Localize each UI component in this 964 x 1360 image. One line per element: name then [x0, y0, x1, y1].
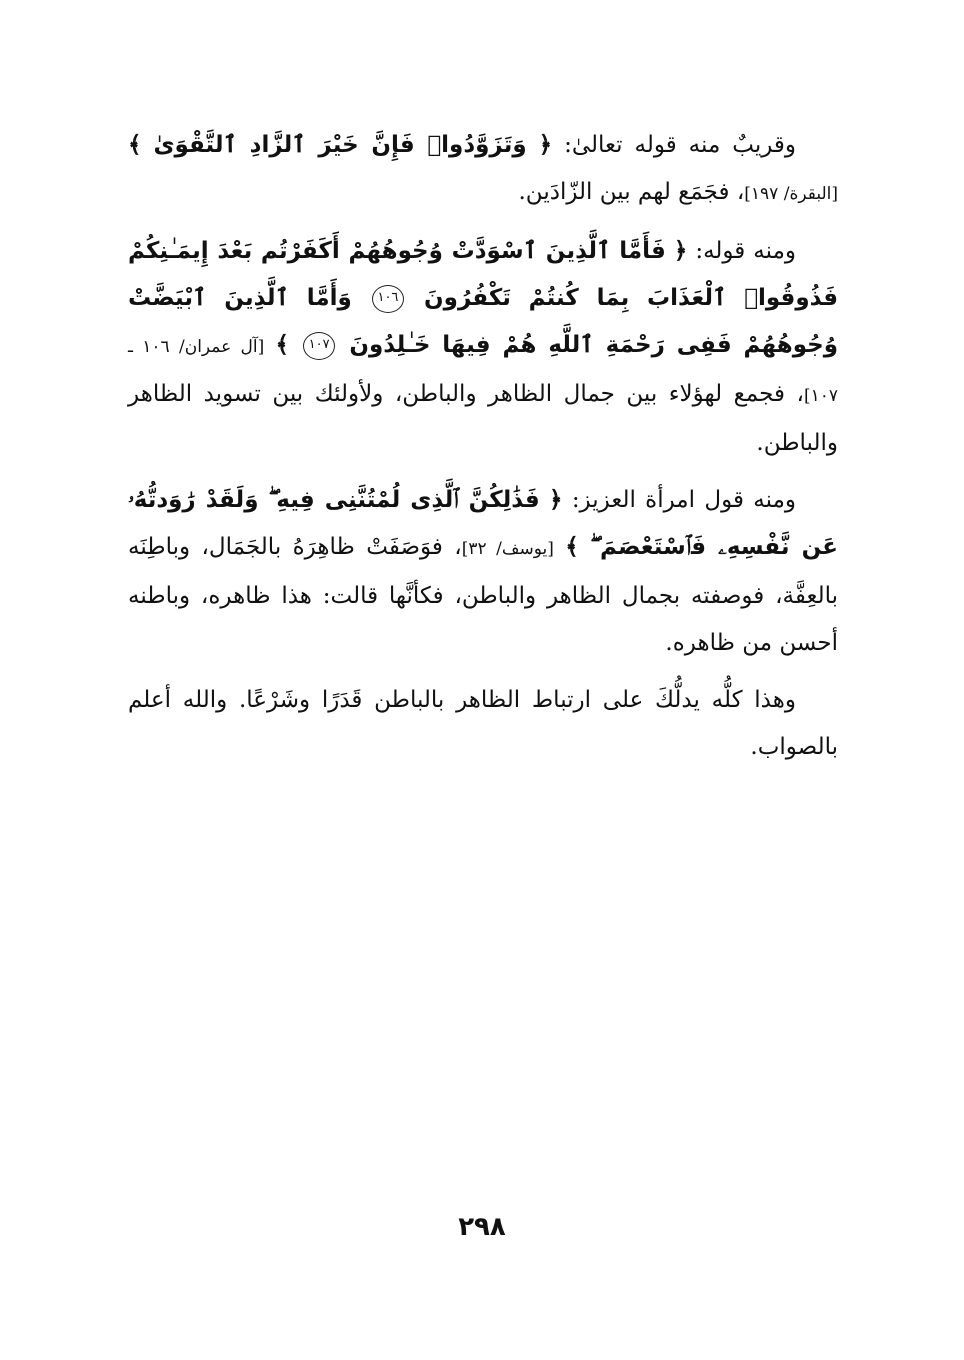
- quran-verse: وَتَزَوَّدُوا۟ فَإِنَّ خَيْرَ ٱلزَّادِ ٱلتَّقْوَىٰ: [153, 132, 527, 158]
- commentary-text: ، فوَصَفَتْ ظاهِرَهُ بالجَمَال، وباطِنَه بالعِفَّة، فوصفته بجمال الظاهر والباطن، فكأنَّها قالت: هذا ظاهره، وباطنه أحسن من ظاهره.: [128, 534, 838, 656]
- conclusion-text: وهذا كلُّه يدلُّكَ على ارتباط الظاهر بالباطن قَدَرًا وشَرْعًا. والله أعلم بالصواب.: [128, 687, 838, 760]
- ornate-bracket-open: ﴿: [673, 238, 688, 264]
- ayah-number-marker: ١٠٧: [303, 332, 335, 360]
- ornate-bracket-close: ﴾: [128, 132, 142, 158]
- paragraph-faces: [128, 228, 838, 467]
- quran-verse: فَذَٰلِكُنَّ ٱلَّذِى لُمْتُنَّنِى فِيهِ ۖ وَلَقَدْ رَٰوَدتُّهُۥ عَن نَّفْسِهِۦ فَٱسْتَعْصَمَ ۖ: [128, 487, 838, 560]
- ornate-bracket-open: ﴿: [548, 487, 563, 513]
- commentary-text: ، فجمع لهؤلاء بين جمال الظاهر والباطن، ولأولئك بين تسويد الظاهر والباطن.: [128, 381, 838, 456]
- verse-reference: [يوسف/ ٣٢]: [461, 539, 554, 559]
- intro-text: ومنه قوله:: [695, 238, 797, 264]
- ayah-number-marker: ١٠٦: [372, 285, 404, 313]
- ornate-bracket-close: ﴾: [565, 534, 579, 560]
- commentary-text: ، فجَمَع لهم بين الزّادَين.: [518, 179, 745, 205]
- paragraph-conclusion: [128, 677, 838, 771]
- ornate-bracket-open: ﴿: [538, 132, 553, 158]
- paragraph-aziz: [128, 477, 838, 667]
- intro-text: ومنه قول امرأة العزيز:: [571, 487, 796, 513]
- paragraph-zad: [128, 122, 838, 218]
- quran-verse: وَأَمَّا ٱلَّذِينَ ٱبْيَضَّتْ وُجُوهُهُمْ فَفِى رَحْمَةِ ٱللَّهِ هُمْ فِيهَا خَـٰلِدُونَ: [128, 285, 838, 358]
- page-body: [128, 122, 838, 781]
- intro-text: وقريبٌ منه قوله تعالىٰ:: [564, 132, 797, 158]
- ornate-bracket-close: ﴾: [275, 332, 289, 358]
- quran-verse: فَأَمَّا ٱلَّذِينَ ٱسْوَدَّتْ وُجُوهُهُمْ أَكَفَرْتُم بَعْدَ إِيمَـٰنِكُمْ فَذُوقُوا۟ ٱلْعَذَابَ بِمَا كُنتُمْ تَكْفُرُونَ: [128, 238, 839, 311]
- verse-reference: [آل عمران/ ١٠٦ ـ ١٠٧]: [128, 337, 838, 406]
- verse-reference: [البقرة/ ١٩٧]: [744, 184, 838, 204]
- page-number: ٢٩٨: [458, 1212, 506, 1242]
